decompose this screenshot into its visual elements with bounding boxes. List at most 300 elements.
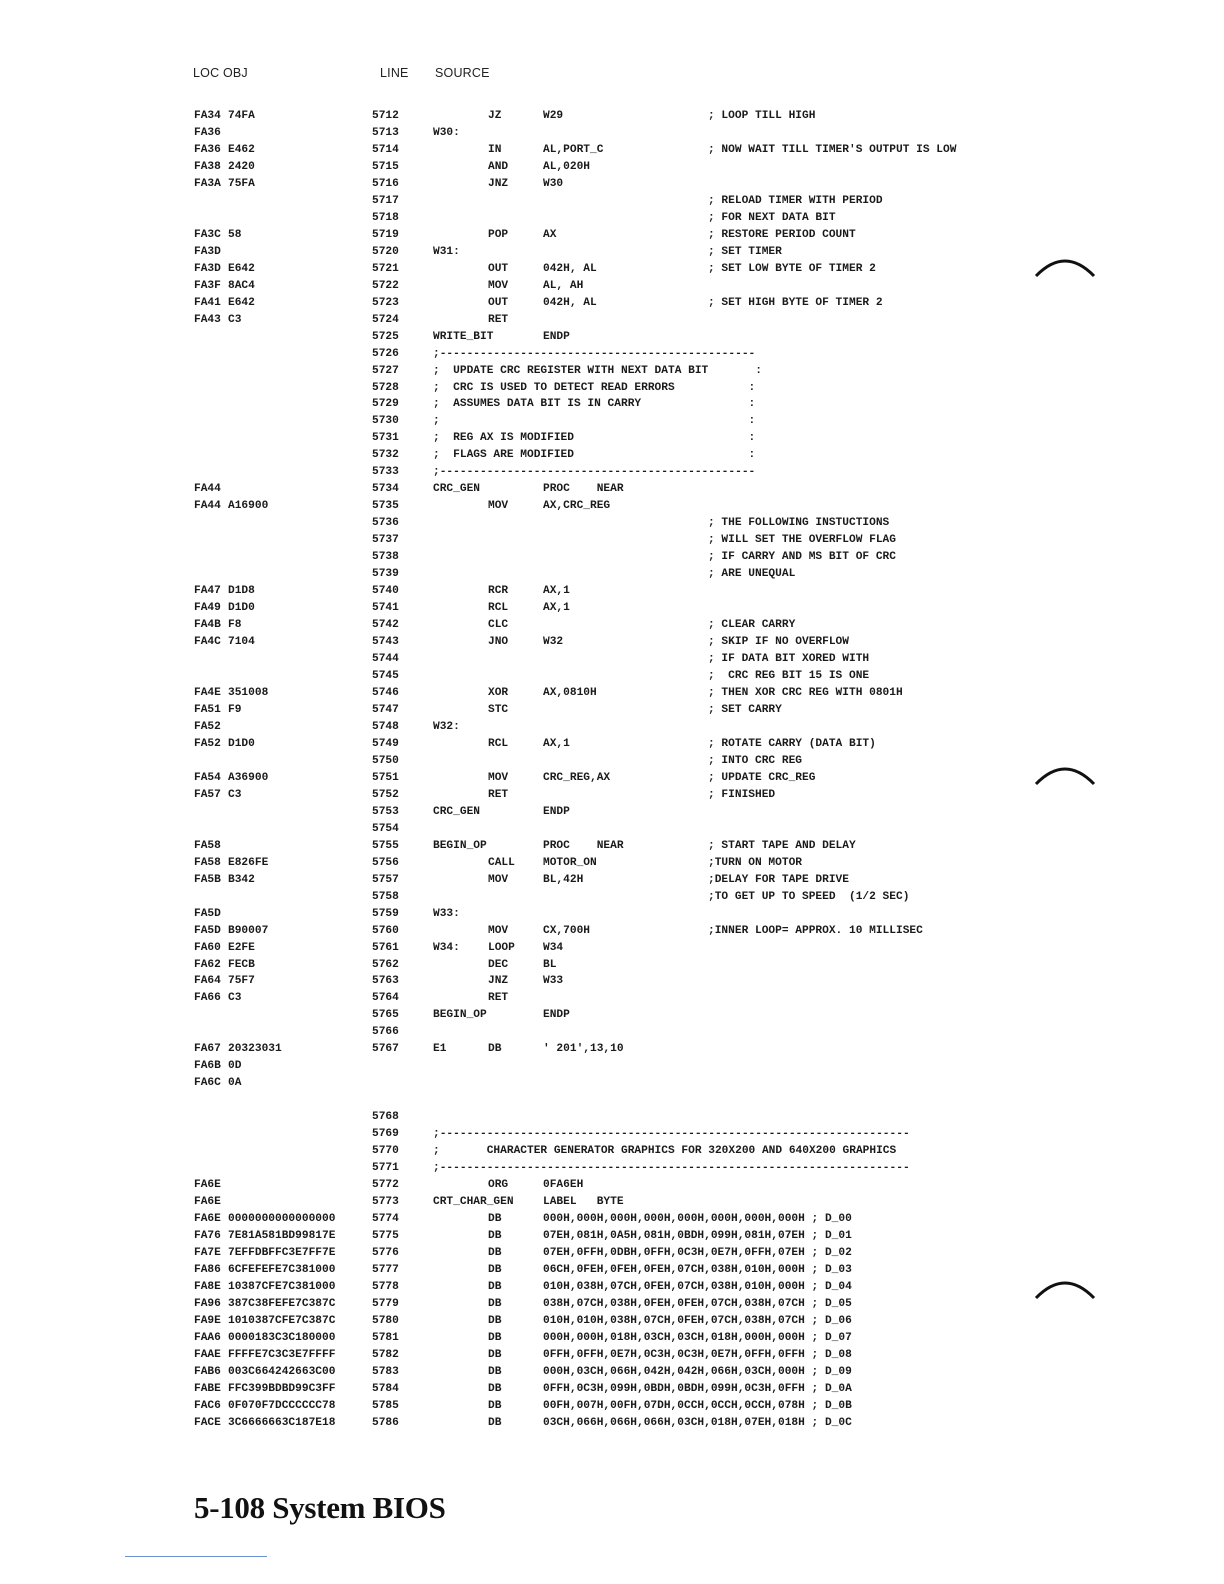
listing-line [0,125,1224,141]
line-number: 5715 [372,160,399,173]
source-opcode: DB [488,1213,502,1226]
listing-line [0,821,1224,837]
loc-address: FA58 [194,856,221,869]
line-number: 5784 [372,1382,399,1395]
listing-line [0,1313,1224,1329]
source-operand: AL,020H [543,160,590,173]
header-line: LINE [380,66,409,80]
source-text: ; : [433,415,756,428]
line-number: 5763 [372,975,399,988]
source-opcode: RET [488,313,509,326]
source-comment: ; NOW WAIT TILL TIMER'S OUTPUT IS LOW [708,143,957,156]
line-number: 5751 [372,771,399,784]
source-label: BEGIN_OP [433,839,487,852]
source-opcode: JNZ [488,177,509,190]
line-number: 5769 [372,1128,399,1141]
source-label: WRITE_BIT [433,330,494,343]
source-comment: ; THEN XOR CRC REG WITH 0801H [708,686,903,699]
loc-address: FA4E [194,686,221,699]
source-opcode: MOV [488,924,509,937]
line-number: 5747 [372,703,399,716]
source-opcode: DB [488,1365,502,1378]
loc-address: FA3A [194,177,221,190]
listing-line [0,295,1224,311]
source-opcode: CLC [488,619,509,632]
line-number: 5744 [372,653,399,666]
source-operand: 0FA6EH [543,1179,584,1192]
source-comment: ; INTO CRC REG [708,754,802,767]
line-number: 5728 [372,381,399,394]
line-number: 5717 [372,194,399,207]
source-operand: 06CH,0FEH,0FEH,0FEH,07CH,038H,010H,000H ; D_03 [543,1263,852,1276]
line-number: 5760 [372,924,399,937]
listing-line [0,804,1224,820]
source-comment: ; RELOAD TIMER WITH PERIOD [708,194,883,207]
loc-address: FA4C [194,636,221,649]
loc-address: FA4B [194,619,221,632]
source-operand: ENDP [543,805,570,818]
loc-address: FA6B [194,1060,221,1073]
source-operand: AL,PORT_C [543,143,604,156]
line-number: 5712 [372,110,399,122]
object-code: E642 [228,262,255,275]
source-opcode: IN [488,143,502,156]
listing-line [0,1041,1224,1057]
source-operand: ENDP [543,1009,570,1022]
line-number: 5731 [372,432,399,445]
source-operand: 03CH,066H,066H,066H,03CH,018H,07EH,018H ; D_0C [543,1416,852,1429]
object-code: 0000000000000000 [228,1213,336,1226]
source-comment: ; SET CARRY [708,703,782,716]
line-number: 5738 [372,551,399,564]
header-loc-obj: LOC OBJ [193,66,248,80]
footer-rule [125,1556,267,1557]
object-code: 75FA [228,177,255,190]
source-operand: 0FFH,0C3H,099H,0BDH,0BDH,099H,0C3H,0FFH ; D_0A [543,1382,852,1395]
line-number: 5713 [372,126,399,139]
line-number: 5766 [372,1026,399,1039]
line-number: 5761 [372,941,399,954]
object-code: 7EFFDBFFC3E7FF7E [228,1246,336,1259]
loc-address: FA3C [194,228,221,241]
source-comment: ; SKIP IF NO OVERFLOW [708,636,849,649]
loc-address: FA44 [194,500,221,513]
line-number: 5722 [372,279,399,292]
source-text: ; CHARACTER GENERATOR GRAPHICS FOR 320X200 AND 640X200 GRAPHICS [433,1145,897,1158]
source-opcode: STC [488,703,509,716]
line-number: 5778 [372,1280,399,1293]
loc-address: FAC6 [194,1399,221,1412]
object-code: D1D0 [228,602,255,615]
loc-address: FA64 [194,975,221,988]
source-opcode: DB [488,1382,502,1395]
source-text: ;---------------------------------------------------------------------- [433,1162,910,1175]
listing-line [0,651,1224,667]
listing-line [0,990,1224,1006]
source-comment: ; LOOP TILL HIGH [708,110,816,122]
loc-address: FA36 [194,143,221,156]
loc-address: FA86 [194,1263,221,1276]
listing-line [0,1126,1224,1142]
source-text: ; ASSUMES DATA BIT IS IN CARRY : [433,398,756,411]
line-number: 5714 [372,143,399,156]
listing-line [0,1245,1224,1261]
source-operand: 07EH,081H,0A5H,081H,0BDH,099H,081H,07EH ; D_01 [543,1230,852,1243]
listing-line [0,346,1224,362]
source-operand: PROC NEAR [543,483,624,496]
source-operand: ENDP [543,330,570,343]
listing-line [0,1160,1224,1176]
line-number: 5771 [372,1162,399,1175]
source-operand: MOTOR_ON [543,856,597,869]
listing-line [0,923,1224,939]
line-number: 5754 [372,822,399,835]
source-operand: W29 [543,110,564,122]
object-code: F8 [228,619,242,632]
line-number: 5775 [372,1230,399,1243]
object-code: D1D0 [228,737,255,750]
listing-line [0,973,1224,989]
source-comment: ; FINISHED [708,788,776,801]
loc-address: FA8E [194,1280,221,1293]
line-number: 5725 [372,330,399,343]
loc-address: FA76 [194,1230,221,1243]
page-footer: 5-108 System BIOS [194,1490,446,1525]
loc-address: FA3F [194,279,221,292]
line-number: 5776 [372,1246,399,1259]
source-opcode: DB [488,1297,502,1310]
source-opcode: RET [488,992,509,1005]
loc-address: FA43 [194,313,221,326]
object-code: 0000183C3C180000 [228,1331,336,1344]
listing-line [0,1075,1224,1091]
line-number: 5733 [372,466,399,479]
listing-line [0,176,1224,192]
source-operand: AX,1 [543,737,570,750]
line-number: 5750 [372,754,399,767]
source-operand: BL,42H [543,873,584,886]
loc-address: FA3D [194,262,221,275]
line-number: 5723 [372,296,399,309]
object-code: E642 [228,296,255,309]
object-code: 3C6666663C187E18 [228,1416,336,1429]
line-number: 5758 [372,890,399,903]
line-number: 5757 [372,873,399,886]
listing-line [0,481,1224,497]
source-opcode: RCR [488,585,509,598]
source-comment: ; ARE UNEQUAL [708,568,796,581]
source-opcode: MOV [488,500,509,513]
source-opcode: DB [488,1263,502,1276]
object-code: 0F070F7DCCCCCC78 [228,1399,336,1412]
object-code: 74FA [228,110,255,122]
listing-line [0,363,1224,379]
source-opcode: MOV [488,279,509,292]
source-opcode: DB [488,1246,502,1259]
object-code: 387C38FEFE7C387C [228,1297,336,1310]
source-label: W32: [433,720,460,733]
source-operand: AX,1 [543,602,570,615]
source-operand: ' 201',13,10 [543,1043,624,1056]
listing-line [0,1177,1224,1193]
listing-line [0,872,1224,888]
listing-line [0,719,1224,735]
line-number: 5772 [372,1179,399,1192]
listing-line [0,312,1224,328]
source-operand: AL, AH [543,279,584,292]
listing-line [0,1109,1224,1125]
object-code: 351008 [228,686,269,699]
loc-address: FA6E [194,1196,221,1209]
loc-address: FA7E [194,1246,221,1259]
line-number: 5726 [372,347,399,360]
object-code: B90007 [228,924,269,937]
source-opcode: XOR [488,686,509,699]
listing-line [0,396,1224,412]
loc-address: FAB6 [194,1365,221,1378]
source-text: ;----------------------------------------------- [433,466,756,479]
line-number: 5749 [372,737,399,750]
source-operand: LABEL BYTE [543,1196,624,1209]
object-code: B342 [228,873,255,886]
source-operand: W30 [543,177,564,190]
loc-address: FA9E [194,1314,221,1327]
object-code: 7E81A581BD99817E [228,1230,336,1243]
source-opcode: DB [488,1280,502,1293]
listing-line [0,1415,1224,1431]
line-number: 5742 [372,619,399,632]
listing-line [0,668,1224,684]
source-comment: ; IF CARRY AND MS BIT OF CRC [708,551,896,564]
source-text: ; FLAGS ARE MODIFIED : [433,449,756,462]
source-label: W34: [433,941,460,954]
listing-line [0,1194,1224,1210]
object-code: C3 [228,992,242,1005]
line-number: 5721 [372,262,399,275]
source-text: ;----------------------------------------------- [433,347,756,360]
source-operand: AX,0810H [543,686,597,699]
listing-line [0,957,1224,973]
source-operand: PROC NEAR [543,839,624,852]
source-operand: CX,700H [543,924,590,937]
source-label: W33: [433,907,460,920]
line-number: 5764 [372,992,399,1005]
source-operand: 07EH,0FFH,0DBH,0FFH,0C3H,0E7H,0FFH,07EH ; D_02 [543,1246,852,1259]
source-comment: ; UPDATE CRC_REG [708,771,816,784]
line-number: 5777 [372,1263,399,1276]
source-operand: W34 [543,941,564,954]
source-comment: ; SET TIMER [708,245,782,258]
source-text: ; UPDATE CRC REGISTER WITH NEXT DATA BIT : [433,364,762,377]
source-operand: 00FH,007H,00FH,07DH,0CCH,0CCH,0CCH,078H ; D_0B [543,1399,852,1412]
loc-address: FA5D [194,924,221,937]
loc-address: FA62 [194,958,221,971]
source-text: ;---------------------------------------------------------------------- [433,1128,910,1141]
source-opcode: DB [488,1314,502,1327]
source-label: E1 [433,1043,447,1056]
object-code: 0A [228,1077,242,1090]
object-code: 0D [228,1060,242,1073]
loc-address: FA49 [194,602,221,615]
source-text: ; REG AX IS MODIFIED : [433,432,756,445]
loc-address: FAA6 [194,1331,221,1344]
object-code: FFC399BDBD99C3FF [228,1382,336,1395]
line-number: 5786 [372,1416,399,1429]
listing-line [0,380,1224,396]
source-operand: 038H,07CH,038H,0FEH,0FEH,07CH,038H,07CH ; D_05 [543,1297,852,1310]
loc-address: FA34 [194,110,221,122]
line-number: 5746 [372,686,399,699]
loc-address: FA44 [194,483,221,496]
line-number: 5782 [372,1348,399,1361]
source-comment: ; CRC REG BIT 15 IS ONE [708,670,870,682]
source-comment: ; SET HIGH BYTE OF TIMER 2 [708,296,883,309]
loc-address: FA6E [194,1213,221,1226]
source-label: BEGIN_OP [433,1009,487,1022]
object-code: 58 [228,228,242,241]
source-opcode: JNO [488,636,509,649]
source-opcode: POP [488,228,509,241]
line-number: 5780 [372,1314,399,1327]
object-code: E2FE [228,941,255,954]
line-number: 5755 [372,839,399,852]
source-opcode: JNZ [488,975,509,988]
listing-line [0,906,1224,922]
listing-line [0,634,1224,650]
line-number: 5773 [372,1196,399,1209]
source-operand: AX [543,228,557,241]
source-opcode: DEC [488,958,509,971]
line-number: 5752 [372,788,399,801]
object-code: 10387CFE7C381000 [228,1280,336,1293]
object-code: FFFFE7C3C3E7FFFF [228,1348,336,1361]
source-opcode: DB [488,1399,502,1412]
line-number: 5735 [372,500,399,513]
line-number: 5743 [372,636,399,649]
object-code: D1D8 [228,585,255,598]
source-comment: ;TO GET UP TO SPEED (1/2 SEC) [708,890,910,903]
source-operand: AX,CRC_REG [543,500,611,513]
loc-address: FA67 [194,1043,221,1056]
object-code: 8AC4 [228,279,255,292]
object-code: E462 [228,143,255,156]
source-opcode: LOOP [488,941,515,954]
line-number: 5720 [372,245,399,258]
line-number: 5730 [372,415,399,428]
listing-line [0,108,1224,124]
listing-line [0,1024,1224,1040]
source-comment: ; RESTORE PERIOD COUNT [708,228,856,241]
object-code: F9 [228,703,242,716]
line-number: 5732 [372,449,399,462]
line-number: 5719 [372,228,399,241]
source-opcode: DB [488,1230,502,1243]
listing-line [0,413,1224,429]
source-operand: 0FFH,0FFH,0E7H,0C3H,0C3H,0E7H,0FFH,0FFH ; D_08 [543,1348,852,1361]
listing-line [0,430,1224,446]
source-opcode: AND [488,160,509,173]
line-number: 5748 [372,720,399,733]
source-label: CRC_GEN [433,805,480,818]
line-number: 5774 [372,1213,399,1226]
source-text: ; CRC IS USED TO DETECT READ ERRORS : [433,381,756,394]
listing-line [0,736,1224,752]
loc-address: FA3D [194,245,221,258]
source-operand: BL [543,958,557,971]
object-code: A36900 [228,771,269,784]
listing-line [0,1058,1224,1074]
source-opcode: RCL [488,737,509,750]
source-operand: 000H,03CH,066H,042H,042H,066H,03CH,000H ; D_09 [543,1365,852,1378]
listing-line [0,1398,1224,1414]
line-number: 5718 [372,211,399,224]
source-operand: 000H,000H,018H,03CH,03CH,018H,000H,000H ; D_07 [543,1331,852,1344]
object-code: 003C664242663C00 [228,1365,336,1378]
source-comment: ; ROTATE CARRY (DATA BIT) [708,737,876,750]
listing-line [0,583,1224,599]
listing-line [0,210,1224,226]
line-number: 5737 [372,534,399,547]
source-opcode: OUT [488,262,509,275]
source-label: CRT_CHAR_GEN [433,1196,514,1209]
source-opcode: JZ [488,110,502,122]
listing-line [0,447,1224,463]
line-number: 5716 [372,177,399,190]
source-operand: W33 [543,975,564,988]
source-comment: ; CLEAR CARRY [708,619,796,632]
loc-address: FA51 [194,703,221,716]
listing-line [0,532,1224,548]
loc-address: FAAE [194,1348,221,1361]
source-label: CRC_GEN [433,483,480,496]
source-comment: ; THE FOLLOWING INSTUCTIONS [708,517,890,530]
source-comment: ;DELAY FOR TAPE DRIVE [708,873,849,886]
listing-line [0,1364,1224,1380]
object-code: C3 [228,788,242,801]
line-number: 5759 [372,907,399,920]
source-opcode: DB [488,1416,502,1429]
source-opcode: DB [488,1348,502,1361]
listing-line [0,549,1224,565]
source-comment: ;INNER LOOP= APPROX. 10 MILLISEC [708,924,923,937]
line-number: 5724 [372,313,399,326]
listing-line [0,498,1224,514]
listing-line [0,515,1224,531]
source-comment: ; FOR NEXT DATA BIT [708,211,836,224]
source-opcode: OUT [488,296,509,309]
binding-hole-mark [1030,250,1100,290]
loc-address: FA58 [194,839,221,852]
object-code: 75F7 [228,975,255,988]
listing-line [0,329,1224,345]
line-number: 5753 [372,805,399,818]
line-number: 5740 [372,585,399,598]
line-number: 5734 [372,483,399,496]
object-code: C3 [228,313,242,326]
source-comment: ; WILL SET THE OVERFLOW FLAG [708,534,896,547]
line-number: 5767 [372,1043,399,1056]
source-opcode: CALL [488,856,515,869]
listing-line [0,1330,1224,1346]
listing-line [0,227,1224,243]
loc-address: FA66 [194,992,221,1005]
line-number: 5741 [372,602,399,615]
line-number: 5779 [372,1297,399,1310]
source-operand: AX,1 [543,585,570,598]
object-code: 2420 [228,160,255,173]
line-number: 5770 [372,1145,399,1158]
source-label: W31: [433,245,460,258]
